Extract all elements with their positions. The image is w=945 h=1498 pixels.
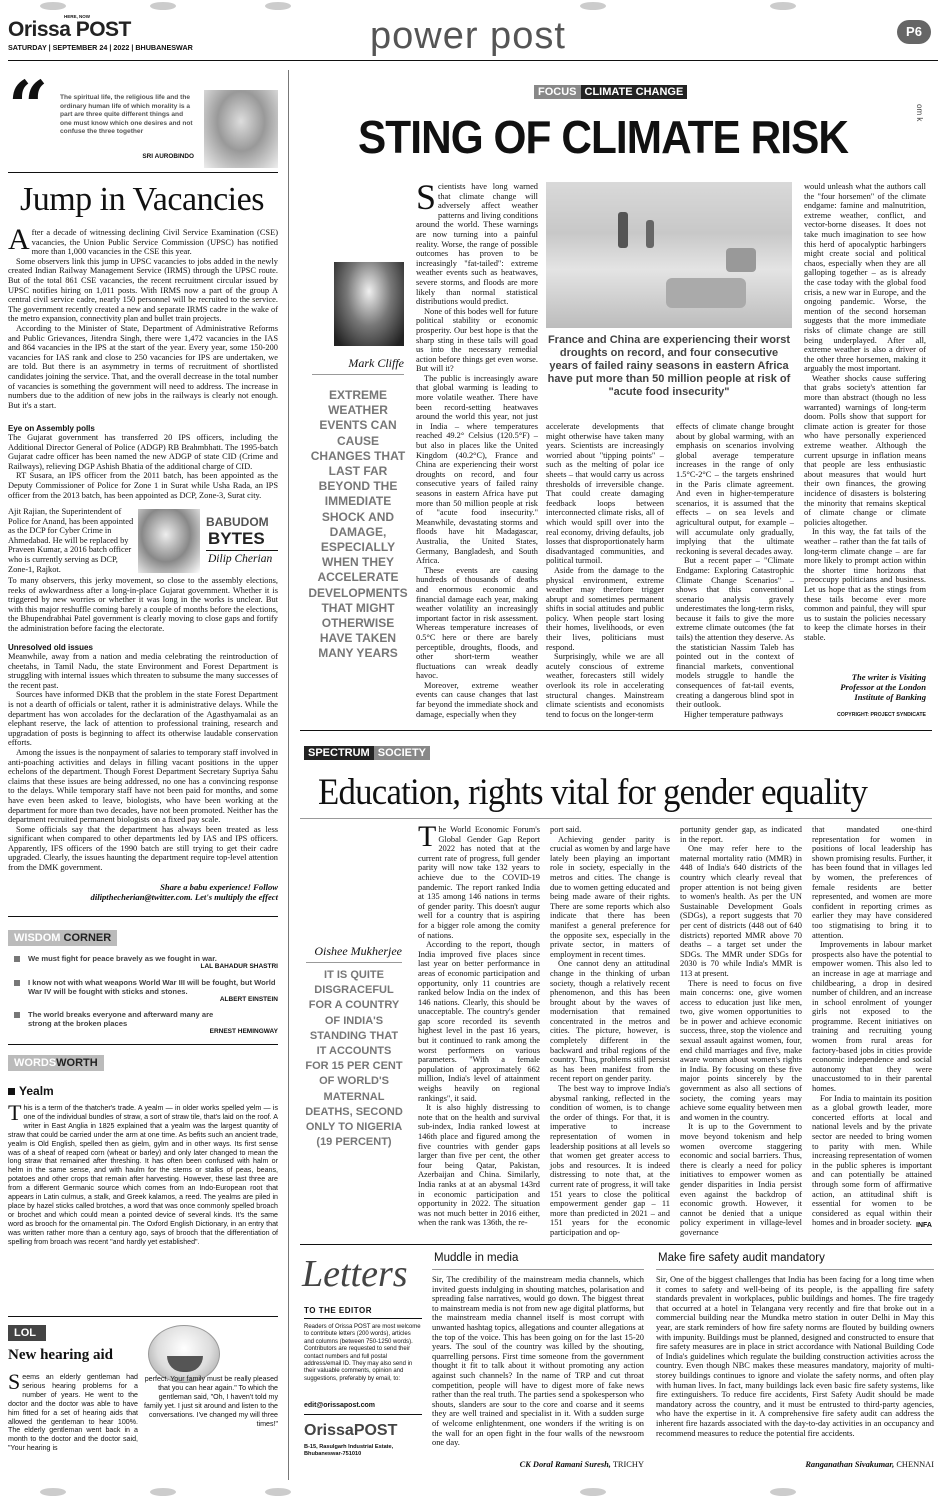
masthead-logo: Orissa POST [8, 18, 131, 41]
vacancies-dropcap: A [8, 223, 30, 256]
quote-block [8, 65, 278, 170]
word-dropcap: T [8, 1100, 22, 1125]
letter-2-body: Sir, One of the biggest challenges that India has been facing for a long time when it comes to safety and well-being of its people, is the appalling fire safety standards prevalent in workplaces, public buildings and homes. The fire tragedy that occurred at a hotel in Telangana very recently and fire that broke out in a commercial building near the Mundka metro station in outer Delhi in May this year, are stark reminders of how fire safety norms are flouted by building owners with impunity. Buildings must be planned, designed and constructed to ensure that fire safety measures are in place in strict accordance with National Building Code of India's guidelines which regulate the building construction activities across the country. Even though NBC makes these measures mandatory, majority of multi-storey buildings continues to ignore and violate the safety norms, and often play with human lives. In fact, many buildings lack even basic fire safety systems, like fire extinguishers. To reduce fire accidents, First Safety Audit should be made mandatory across the country, and it must be entrusted to third-party agencies, who have the expertise in it. A comprehensive fire safety audit can address the inherent fire hazards associated with the day-to-day activities in an occupancy and recommend measures to reduce the potential fire accidents. [656, 1275, 934, 1438]
letter-1-signer: CK Doral Ramani Suresh, [519, 1460, 611, 1469]
vacancies-sub1-block [8, 420, 278, 519]
climate-col2-para-1: accelerate developments that might otherwise have taken many years. Scientists are increasingly worried about "tipping points" – such as the melting of polar ice sheets – that would carry us across thresholds of irreversible change. That could create damaging feedback loops between interconnected climate risks, all of which would spill over into the real economy, driving defaults, job losses that disproportionately harm disadvantaged communities, and political turmoil. [546, 422, 664, 566]
climate-col1-para-2: None of this bodes well for future political stability or economic prosperity. Our best hope is that the sharp sting in these tails will goad us into the necessary remedial action before things get even worse. But will it? [416, 306, 538, 374]
climate-col3-para-2: But a recent paper – "Climate Endgame: Exploring Catastrophic Climate Change Scenarios" – shows that this conventional scenario analysis gravely underestimates the long-term risks, because it fails to give the more extreme climate outcomes (the fat tails) the attention they deserve. As the statistician Nassim Taleb has pointed out in the context of financial markets, conventional models struggle to handle the consequences of fat-tail events, creating a dangerous blind spot in their outlook. [676, 556, 794, 710]
mark-cliffe-portrait [334, 262, 404, 346]
letter-2-signer: Ranganathan Sivakumar, [805, 1460, 895, 1469]
unresolved-para-1: Meanwhile, away from a nation and media celebrating the reintroduction of cheetahs, in Tamil Nadu, the state Environment and Forest Department is struggling with internal issues which threaten to subsume the many successes of the recent past. [8, 652, 278, 690]
gender-col2-para-3: One cannot deny an attitudinal change in the thinking of urban society, though a relatively recent phenomenon, and this has been brought about by the waves of modernisation that remained concentrated in the metros and cities. The picture, however, is completely different in the backward and tribal regions of the country. Thus, problems still persist as has been manifest from the recent report on gender parity. [550, 959, 670, 1084]
wisdom-quote-1 [8, 954, 278, 970]
page-number-badge: P6 [897, 20, 931, 44]
vacancies-sub2-block [8, 639, 278, 873]
letters-brand-rule [304, 1414, 422, 1415]
gender-kicker-2: SOCIETY [374, 746, 430, 760]
climate-dropcap: S [416, 177, 437, 217]
wisdom-corner [8, 930, 278, 1040]
gender-col4-para-2: Improvements in labour market prospects also have the potential to empower women. This also led to an increase in age at marriage and childbearing, a drop in desired number of children, and an increase in school enrolment of younger girls not exposed to the programme. Recent initiatives on training and recruiting young women from rural areas for factory-based jobs in cities provide economic independence and social autonomy that they were unaccustomed to in their parental homes. [812, 940, 932, 1094]
dateline: SATURDAY | SEPTEMBER 24 | 2022 | BHUBANESWAR [8, 43, 193, 52]
letters-address: B-15, Rasulgarh Industrial Estate, Bhubaneswar-751010 [304, 1444, 394, 1457]
photo-debris [726, 248, 756, 272]
gender-col3-para-3: There is need to focus on five main concerns: one, give women access to education just like men, two, give women opportunities to be in power and achieve economic success, three, stop the violence and sexual assault against women, four, end child marriages and five, make aware women about women's rights in India. By focusing on these five major points sincerely by the government as also all sections of society, the coming years may achieve some equality between men and women in the country. [680, 978, 802, 1122]
column-name-1: BABUDOM [206, 515, 269, 529]
letters-info: Readers of Orissa POST are most welcome to contribute letters (200 words), articles and columns (between 750-1250 words). Contributors are requested to send their contact numbers and full postal address/email ID. They may also send in their valuable comments, opinion and suggestions, preferably by email, to: [304, 1324, 421, 1382]
climate-kicker-2: CLIMATE CHANGE [581, 85, 688, 99]
climate-col-4 [804, 182, 926, 668]
climate-author: Mark Cliffe [348, 356, 404, 370]
bullet-icon [14, 956, 20, 962]
vacancies-para-1 [8, 223, 278, 257]
wordsworth-label-2: WORTH [56, 1057, 98, 1069]
gender-col3-para-4: It is up to the Government to move beyond tokenism and help women overcome staggering economic and social barriers. Thus, there is clearly a need for policy initiatives to empower women as gender disparities in India persist even against the backdrop of economic growth. However, it cannot be denied that a unique policy experiment in village-level governance [680, 1122, 802, 1237]
wisdom-quote-2-author: ALBERT EINSTEIN [219, 996, 278, 1003]
gender-col-3 [680, 825, 802, 1235]
registration-bar-top [0, 0, 945, 12]
wordsworth-label [8, 1055, 104, 1071]
vacancies-body [8, 223, 278, 414]
quote-mark-icon: “ [8, 65, 49, 148]
climate-col-1 [416, 177, 538, 722]
gender-col4-para-1: that mandated one-third representation for women in positions of local leadership has shown promising results. Further, it has been found that in villages led by women, the preferences of female residents are better represented, and women are more confident in reporting crimes as earlier they may have considered too stigmatising to bring it to attention. [812, 825, 932, 940]
wordsworth-rule [8, 1316, 278, 1317]
gender-col2-para-2: Achieving gender parity is crucial as women by and large have lately been playing an important role in society, especially in the metros and cities. The change is due to women getting educated and being made aware of their rights. There are some reports which also indicate that there has been manifest a general preference for the opposite sex, especially in the private sector, in matters of employment in recent times. [550, 834, 670, 959]
letter-2-title-rule [656, 1269, 934, 1270]
wordsworth-label-1: WORDS [14, 1057, 57, 1069]
masthead-logo-tag: HERE, NOW [64, 14, 91, 19]
emoji-mouth [167, 1356, 203, 1372]
photo-figure [618, 212, 628, 248]
gender-kicker-1: SPECTRUM [304, 746, 374, 760]
babudom-bytes-box [136, 507, 278, 575]
wisdom-quote-1-text: We must fight for peace bravely as we fought in war. [28, 954, 217, 963]
bullet-icon [14, 1012, 20, 1018]
gender-col3-para-2: One may refer here to the maternal mortality ratio (MMR) in 448 of India's 640 districts of the country which clearly reveal that proper attention is not being given to women's health. As per the UN Sustainable Development Goals (SDGs), a report suggests that 70 per cent of districts (448 out of 640 districts) reported MMR above 70 deaths – a target set under the SDGs. The MMR under SDGs for 2030 is 70 while India's MMR is 113 at present. [680, 844, 802, 978]
rajian-wrap-text: Ajit Rajian, the Superintendent of Police for Anand, has been appointed as the DCP for Cyber Crime in Ahmedabad. He will be replaced by Praveen Kumar, a 2016 batch officer who is currently serving as DCP, Zone-1, Rajkot. [8, 507, 134, 574]
letter-1-sign [432, 1460, 644, 1469]
wisdom-quote-2-text: I know not with what weapons World War III will be fought, but World War IV will be fought with sticks and stones. [28, 978, 276, 996]
section-title: power post [370, 15, 566, 57]
photo-debris [666, 278, 746, 308]
climate-pullquote: EXTREME WEATHER EVENTS CAN CAUSE CHANGES THAT LAST FAR BEYOND THE IMMEDIATE SHOCK AND DAMAGE, ESPECIALLY WHEN THEY ACCELERATE DEVELOPMENTS THAT MIGHT OTHERWISE HAVE TAKEN MANY YEARS [308, 388, 408, 661]
letters-brand: OrissaPOST [304, 1422, 398, 1439]
drought-photo [546, 182, 792, 328]
registration-bar-bottom [0, 1486, 945, 1498]
gender-pullquote: IT IS QUITE DISGRACEFUL FOR A COUNTRY OF INDIA'S STANDING THAT IT ACCOUNTS FOR 15 PER CENT OF WORLD'S MATERNAL DEATHS, SECOND ONLY TO NIGERIA (19 PERCENT) [305, 969, 403, 1149]
climate-kicker-1: FOCUS [534, 85, 581, 99]
letters-email: edit@orissapost.com [304, 1402, 376, 1409]
letters-logo-rule [304, 1318, 422, 1319]
gender-credit: INFA [916, 1222, 932, 1229]
assembly-polls-para-3: To many observers, this jerky movement, so close to the assembly elections, reeks of awkwardness after a long-in-place Gujarat government. Whether it is triggered by new worries or whether it was long in the works is unclear. But with this major reshuffle coming barely a couple of months before the elections, the Bhupendrabhai Patel government is clearly moving to close gaps and fortify the administration before facing the electorate. [8, 576, 278, 633]
word-definition [8, 1100, 278, 1304]
sub-heading-unresolved: Unresolved old issues [8, 643, 93, 652]
lol-section [8, 1325, 278, 1481]
wisdom-label [8, 930, 117, 946]
gender-end-rule [300, 1244, 932, 1245]
gender-author: Oishee Mukherjee [314, 944, 402, 958]
gender-col-1 [418, 820, 540, 1235]
wordsworth [8, 1055, 278, 1313]
quote-text: The spiritual life, the religious life and the ordinary human life of which morality is a part are three quite different things and one must know which one desires and not confuse the three together [60, 94, 193, 135]
climate-col2-para-3: Surprisingly, while we are all acutely conscious of extreme weather, forecasters still widely overlook its role in accelerating structural changes. Mainstream climate scientists and economists tend to focus on the longer-term [546, 652, 664, 719]
climate-col3-para-1: effects of climate change brought about by global warming, with an emphasis on scenarios involving global average temperature increases in the range of only 1.5°C-2°C – the targets enshrined in the Paris climate agreement. And even in higher-temperature scenarios, it is assumed that the effects – on sea levels and agricultural output, for example – will accumulate only gradually, implying that the ultimate reckoning is several decades away. [676, 422, 794, 556]
letter-1-title-rule [432, 1269, 644, 1270]
columnist-name: Dilip Cherian [208, 553, 273, 565]
masthead [8, 12, 938, 60]
climate-end-rule [300, 730, 932, 731]
dilip-cherian-portrait [138, 509, 200, 573]
edge-text: om k [915, 104, 924, 122]
letter-1 [432, 1252, 644, 1480]
letter-2-title: Make fire safety audit mandatory [658, 1252, 825, 1264]
column-name-2: BYTES [208, 529, 265, 548]
vacancies-para-1-text: fter a decade of witnessing declining Civil Service Examination (CSE) vacancies, the Union Public Service Commission (UPSC) has notified more than 1,000 vacancies in the CSE this year. [31, 228, 278, 257]
gender-col2-para-4: The best way to improve India's abysmal ranking, reflected in the condition of women, is to change the order of things. For that, it is imperative to increase representation of women in leadership positions at all levels so that women get greater access to jobs and resources. It is indeed distressing to note that, at the current rate of progress, it will take 151 years to close the political empowerment gender gap – 11 more than predicted in 2021 – and 151 years for the economic participation and op- [550, 1084, 670, 1237]
climate-col-2 [546, 422, 664, 722]
vacancies-end-rule [8, 916, 278, 917]
bullet-icon [14, 980, 20, 986]
climate-col3-para-3: Higher temperature pathways [684, 709, 784, 719]
gender-col1-para-1 [418, 820, 540, 940]
lol-text-1-body: eems an elderly gentleman had serious hearing problems for a number of years. He went to the doctor and the doctor was able to have him fitted for a set of hearing aids that allowed the gentleman to hear 100%. The elderly gentleman went back in a month to the doctor and the doctor said, "Your hearing is [8, 1373, 138, 1453]
letter-1-body: Sir, The credibility of the mainstream media channels, which invited guests indulging in shouting matches, polarisation and spreading false narratives, would go down. The biggest threat to mainstream media is not from new age digital platforms, but the mainstream media channel itself is most corrupt with unwanted hashtag topics, allegations and counter allegations at the top of the voice. This has been going on for the last 15-20 years. The soul of the country was killed by the shouting, quarrelling persons. First time someone from the government thought it fit to talk about it without promoting any action against such channels? In the name of TRP and cut throat competition, people will have to digest more of fake news rather than the real truth. The parties send a spokesperson who shouts, slanders are sour to the core and coarse and it seems they are well trained and specialist in it. With a sudden surge of welcome enlightenment, one wonders if the writing is on the wall for an open fight in the four walls of the newsroom one day. [432, 1275, 644, 1448]
wisdom-rule [8, 1044, 278, 1045]
gender-headline-rule [300, 818, 932, 819]
climate-headline: STING OF CLIMATE RISK [358, 111, 849, 163]
gender-col1-para-2: According to the report, though India improved five places since last year on better performance in areas of economic participation and opportunity, only 11 countries are ranked below India on the index of 146 nations. Clearly, this should be unacceptable. The country's gender gap score recorded its seventh highest level in the past 16 years, but it continued to rank among the worst performers on various parameters. "With a female population of approximately 662 million, India's level of attainment weighs heavily on regional rankings", it said. [418, 940, 540, 1103]
climate-col4-para-3: In this way, the fat tails of the weather – rather than the fat tails of long-term climate change – are far more likely to prompt action within the shorter time horizons that preoccupy politicians and business. Let us hope that as the stings from these tails become ever more common and painful, they will spur us to sustain the policies necessary to keep the climate horses in their stable. [804, 527, 926, 642]
wisdom-quote-3 [8, 1010, 278, 1035]
climate-col1-para-5: Moreover, extreme weather events can cause changes that last far beyond the immediate shock and damage, especially when they [416, 680, 538, 719]
lol-text-1 [8, 1369, 138, 1473]
letter-1-title: Muddle in media [434, 1252, 519, 1264]
assembly-polls-para-1: The Gujarat government has transferred 20 IPS officers, including the Additional Director General of Police (ADGP) RB Brahmbhatt. The 1995-batch Gujarat cadre officer has been named the new ADGP of state CID (Crime and Railways), relieving DGP Ashish Bhatia of the additional charge of CID. [8, 433, 278, 471]
lol-text-2: perfect. Your family must be really pleased that you can hear again." To which the gentleman said, "Oh, I haven't told my family yet. I just sit around and listen to the conversations. I've changed my will three times!" [143, 1375, 278, 1428]
letter-1-place: TRICHY [612, 1460, 644, 1469]
unresolved-para-3: Among the issues is the nonpayment of salaries to temporary staff involved in anti-poaching activities and delays in filling vacant positions in the upper echelons of the department. Though Forest Department Secretary Supriya Sahu claims that these issues are being addressed, no one has a convincing response to the delays. While temporary staff have not been paid for months, and some have even been asked to leave, biologists, who have been working at the department for more than two decades, have not been promoted. Neither has the department recruited permanent biologists on a fixed pay scale. [8, 747, 278, 825]
unresolved-text [8, 652, 278, 873]
masthead-rule [8, 60, 938, 61]
square-bullet-icon [8, 1088, 15, 1095]
word-title: Yealm [19, 1084, 54, 1098]
vacancies-para-2: Some observers link this jump in UPSC vacancies to jobs added in the newly created Indian Railway Management Service (IRMS) through the UPSC route. But of the total 861 CSE vacancies, the recent recruitment circular issued by UPSC notifies hiring on 1,011 posts. With IRMS now a part of the group A central civil service cadre, nearly 150 personnel will be recruited to the service. The government recently created a new and separate IRMS cadre in the wake of the metro expansion, connectivity plan and bullet train projects. [8, 256, 278, 324]
wisdom-quote-3-author: ERNEST HEMINGWAY [209, 1028, 278, 1035]
quote-rule [8, 172, 278, 173]
quote-author: SRI AUROBINDO [142, 153, 194, 160]
climate-col1-para-1 [416, 177, 538, 307]
climate-copyright: COPYRIGHT: PROJECT SYNDICATE [837, 712, 926, 718]
lol-label: LOL [8, 1325, 46, 1341]
unresolved-para-2: Sources have informed DKB that the problem in the state Forest Department is not a dearth of officials or talent, rather it is administrative delays. While the department has won accolades for the declaration of the Agasthyamalai as an elephant reserve, the lack of attention to professional training, research and upgradation of posts is beginning to affect its otherwise laudable conservation efforts. [8, 690, 278, 748]
letter-2 [656, 1252, 934, 1480]
lol-title: New hearing aid [8, 1347, 113, 1363]
gender-kicker [304, 747, 430, 763]
climate-col1-para-3: The public is increasingly aware that global warming is leading to more volatile weather. There have been record-setting heatwaves around the world this year, not just in India – where temperatures reached 49.2° Celsius (120.5°F) – but also in places like the United Kingdom (40.2°C), France and China are experiencing their worst droughts on record, and four consecutive years of failed rainy seasons in eastern Africa have put more than 50 million people at risk of "acute food insecurity." Meanwhile, devastating storms and floods have hit Madagascar, Australia, the United States, Germany, Bangladesh, and South Africa. [416, 373, 538, 566]
gender-col-2 [550, 825, 670, 1235]
climate-bio: The writer is Visiting Professor at the London Institute of Banking [840, 672, 926, 702]
drought-photo-caption: France and China are experiencing their worst droughts on record, and four consecutive years of failed rainy seasons in eastern Africa have put more than 50 million people at risk of "acute food insecurity" [547, 334, 791, 398]
gender-col1-para-3: It is also highly distressing to note that on the health and survival sub-index, India ranked lowest at 146th place and figured among the five countries with gender gaps larger than five per cent, the other four being Qatar, Pakistan, Azerbaijan and China. Similarly, India ranks at at an abysmal 143rd in economic participation and opportunity in 2022. The situation was not much better in 2016 either, when the rank was 136th, the re- [418, 1103, 540, 1228]
climate-col4-para-2: Weather shocks cause suffering that grabs society's attention far more than abstract (though no less warranted) warnings of long-term doom. Polls show that support for climate action is greater for those who have personally experienced extreme weather. Although the current upsurge in inflation means that people are less enthusiastic about measures that would hurt their own finances, the growing incidence of disasters is bolstering the minority that remains skeptical of climate change or climate policies altogether. [804, 373, 926, 527]
letters-logo: Letters [302, 1253, 408, 1295]
climate-kicker [534, 86, 687, 102]
wisdom-quote-2 [8, 978, 278, 1003]
climate-col1-para-1-text: cientists have long warned that climate change will adversely affect weather patterns and living conditions around the world. These warnings are now turning into a painful reality. Worse, the range of possible outcomes has proven to be increasingly "fat-tailed": extreme weather events such as heatwaves, severe storms, and floods are more likely than normal statistical distributions would predict. [416, 182, 538, 307]
unresolved-para-4: Some officials say that the department has always been treated as less significant when compared to other departments led by IAS and IPS officers. Apparently, IFS officers of the 1990 batch are still trying to get their cadre upgraded. Clearly, the issues haunting the department require top-level attention from the DMK government. [8, 824, 278, 873]
column-name-rule [206, 550, 278, 551]
gender-col1-para-1-text: he World Economic Forum's Global Gender Gap Report 2022 has noted that at the current rate of progress, full gender parity will now take 132 years to achieve due to the COVID-19 pandemic. The report ranked India at 135 among 146 nations in terms of gender parity. This doesn't augur well for a country that is aspiring for a bigger role among the comity of nations. [418, 825, 540, 940]
assembly-polls-more [8, 576, 278, 634]
photo-figure [646, 220, 654, 248]
climate-col2-para-2: Aside from the damage to the physical environment, extreme weather may therefore trigger abrupt and sometimes permanent shifts in social attitudes and public policy. When people start losing their homes, livelihoods, or even their lives, politicians must respond. [546, 565, 664, 652]
letters-logo-sub: TO THE EDITOR [304, 1306, 372, 1315]
gender-author-rule [306, 962, 402, 963]
gender-dropcap: T [418, 820, 437, 853]
gender-col2-para-1: port said. [550, 825, 582, 834]
word-heading [8, 1084, 54, 1098]
vacancies-title: Jump in Vacancies [20, 181, 264, 218]
wisdom-label-2: CORNER [63, 932, 112, 944]
climate-author-rule [312, 374, 404, 375]
babu-signoff: Share a babu experience! Follow dilipthecherian@twitter.com. Let's multiply the effect [90, 882, 278, 902]
letter-2-sign [656, 1460, 934, 1469]
letter-2-place: CHENNAI [896, 1460, 934, 1469]
climate-col-3 [676, 422, 794, 722]
climate-col1-para-4: These events are causing hundreds of thousands of deaths and enormous economic and financial damage each year, making weather volatility an increasingly important factor in risk assessment. Whereas temperature increases of 0.5°C here or there are barely perceptible, droughts, floods, and other short-term weather fluctuations can wreak deadly havoc. [416, 565, 538, 681]
climate-col4-para-1: would unleash what the authors call the "four horsemen" of the climate endgame: famine and malnutrition, extreme weather, conflict, and vector-borne diseases. It does not take much imagination to see how this herd of apocalyptic harbingers might create social and political chaos, especially when they are all galloping together – as is already the case today with the global food crisis, a new war in Europe, and the ongoing pandemic. Worse, the mention of the second horseman suggests that the more immediate risks of climate change are still being underplayed. After all, extreme weather is also a driver of the other three horsemen, making it arguably the most important. [804, 182, 926, 374]
sub-heading-assembly-polls: Eye on Assembly polls [8, 424, 95, 433]
wisdom-quote-3-text: The world breaks everyone and afterward many are strong at the broken places [28, 1010, 214, 1028]
gender-col3-para-1: portunity gender gap, as indicated in the report. [680, 825, 802, 844]
lol-dropcap: S [8, 1369, 21, 1394]
gender-col4-para-3: For India to maintain its position as a global growth leader, more concerted efforts at local and national levels and by the private sector are needed to bring women to parity with men. While increasing representation of women in the public spheres is important and can potentially be attained through some form of affirmative action, an attitudinal shift is essential for women to be considered as equal within their homes and in broader society. [812, 1093, 932, 1228]
word-definition-text: his is a term of the thatcher's trade. A yealm — in older works spelled yelm — is one of the individual bundles of straw, a sort of straw tile, that's laid on the roof. A writer in East Anglia in 1825 explained that a yealm was the largest quantity of straw that could be carried under the arm at one time. As befits such an ancient trade, yealm is Old English, spelled then as gielm, gylm and in other ways. Its first sense was of a sheaf of reaped corn (wheat or barley) and only later changed to mean the long straw that remained after threshing. It has often been confused with halm or helm in the same sense, and with haulm for the stems or stalks of peas, beans, potatoes and other crops that remain after harvesting. However, these last three are from a different Germanic source which comes from an Indo-European root that appears in Latin culmus, a stalk, and Greek kalamos, a reed. The yealms are piled in place by hazel sticks called brotches, a word that was once commonly spelled broach or brochet and which could mean a pointed device of several kinds. It's the same word as brooch for the ornamental pin. The Oxford English Dictionary, in an entry that was written rather more than a century ago, says of brooch that the differentiation of spelling from broach was recent "and hardly yet established". [8, 1104, 278, 1246]
aurobindo-portrait [204, 90, 278, 168]
wisdom-label-1: WISDOM [14, 932, 61, 944]
letters-masthead [300, 1252, 426, 1482]
gender-headline: Education, rights vital for gender equality [318, 772, 868, 813]
wisdom-quote-1-author: LAL BAHADUR SHASTRI [200, 963, 278, 970]
column-divider-left [288, 70, 289, 1480]
vacancies-para-3: According to the Minister of State, Department of Administrative Reforms and Public Grievances, Jitendra Singh, there were 1,472 vacancies in the IAS and 864 vacancies in the IPS at the start of the year. Every year, some 150-200 vacancies for IAS rank and close to 250 vacancies for IPS are undertaken, we are told. But there is an asymmetry in terms of recruitment of shortlisted candidates joining the service. That, and the overall decrease in the total number of vacancies is something the government will need to address. The increase in numbers due to the addition of new jobs in the railways is clearly not enough. But it's a start. [8, 323, 278, 410]
assembly-polls-para-2: RT Susara, an IPS officer from the 2011 batch, has been appointed as the Deputy Commissioner of Police for Zone 1 in Surat while Usha Rada, an IPS officer from the 2013 batch, has been appointed as DCP, Zone-3, Surat city. [8, 471, 278, 500]
